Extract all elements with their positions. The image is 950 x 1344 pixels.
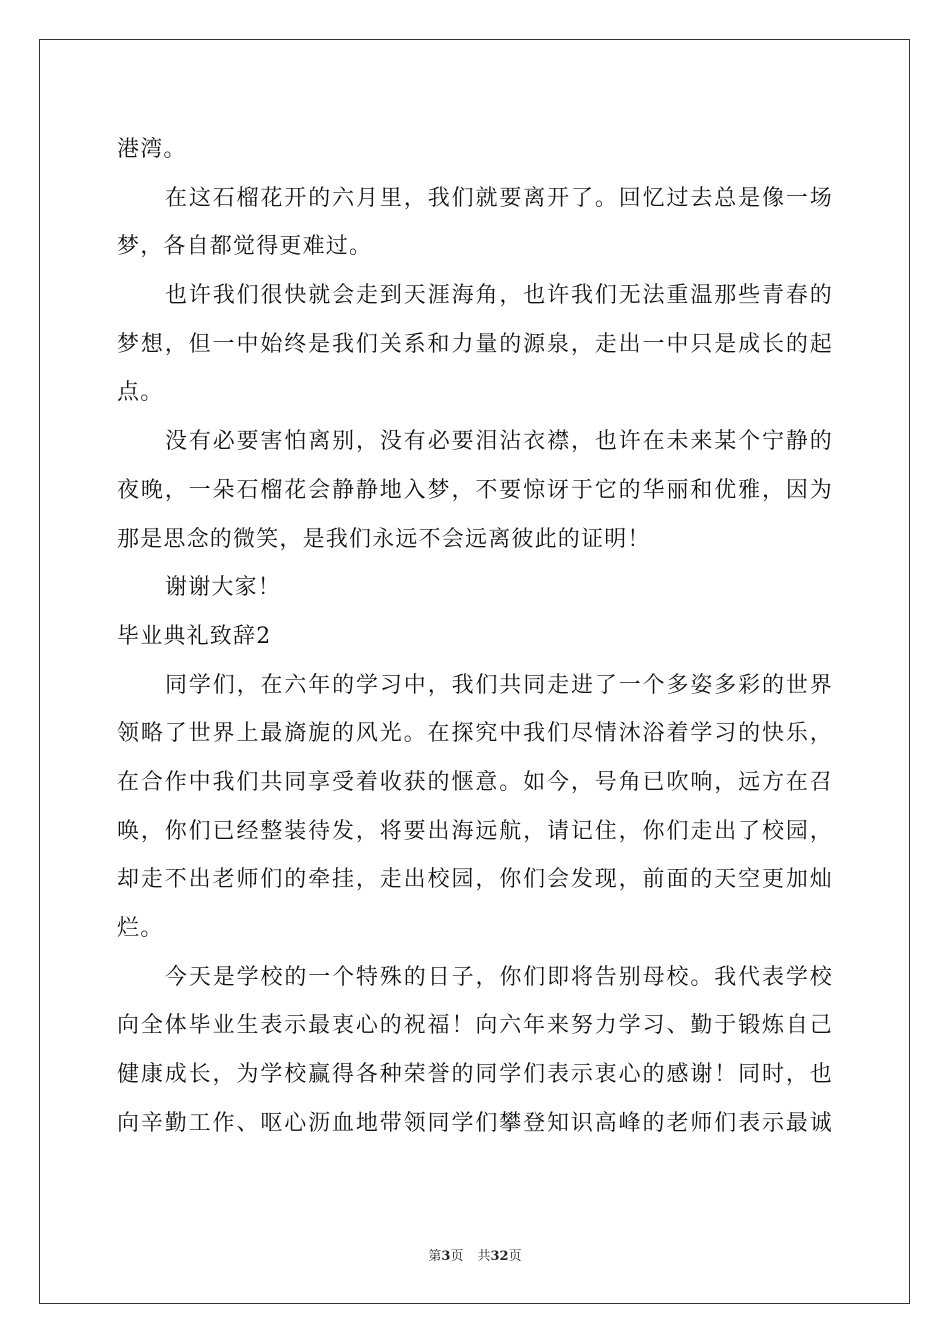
total-pages: 32 (490, 1249, 509, 1264)
document-body (117, 126, 833, 1148)
text-line: 谢谢大家！ (165, 575, 282, 601)
text-line: 夜晚，一朵石榴花会静静地入梦，不要惊讶于它的华丽和优雅，因为 (117, 477, 833, 503)
page-prefix: 第 (428, 1249, 442, 1264)
text-line: 领略了世界上最旖旎的风光。在探究中我们尽情沐浴着学习的快乐， (117, 721, 833, 747)
text-line: 同学们，在六年的学习中，我们共同走进了一个多姿多彩的世界 (165, 672, 833, 698)
text-line: 唤，你们已经整装待发，将要出海远航，请记住，你们走出了校园， (117, 818, 833, 844)
total-prefix: 共 (477, 1249, 491, 1264)
text-line: 梦，各自都觉得更难过。 (117, 234, 373, 260)
text-line: 烂。 (117, 916, 164, 941)
text-line: 点。 (117, 380, 164, 406)
text-line: 健康成长，为学校赢得各种荣誉的同学们表示衷心的感谢！同时，也 (117, 1062, 833, 1088)
text-line: 在合作中我们共同享受着收获的惬意。如今，号角已吹响，远方在召 (117, 769, 833, 795)
text-line: 梦想，但一中始终是我们关系和力量的源泉，走出一中只是成长的起 (117, 331, 833, 357)
total-suffix: 页 (508, 1249, 522, 1264)
text-line: 在这石榴花开的六月里，我们就要离开了。回忆过去总是像一场 (165, 185, 833, 211)
page-number: 3 (441, 1249, 451, 1264)
page-suffix: 页 (450, 1249, 464, 1264)
text-line: 向辛勤工作、呕心沥血地带领同学们攀登知识高峰的老师们表示最诚 (117, 1110, 833, 1136)
text-line: 今天是学校的一个特殊的日子，你们即将告别母校。我代表学校 (165, 964, 833, 990)
section-heading: 毕业典礼致辞2 (117, 623, 272, 649)
text-line: 没有必要害怕离别，没有必要泪沾衣襟，也许在未来某个宁静的 (165, 429, 833, 455)
page-footer (0, 1245, 950, 1264)
text-line: 那是思念的微笑，是我们永远不会远离彼此的证明！ (117, 526, 651, 552)
text-line: 向全体毕业生表示最衷心的祝福！向六年来努力学习、勤于锻炼自己 (117, 1013, 833, 1039)
text-line: 港湾。 (117, 137, 187, 162)
text-line: 也许我们很快就会走到天涯海角，也许我们无法重温那些青春的 (165, 283, 833, 309)
text-line: 却走不出老师们的牵挂，走出校园，你们会发现，前面的天空更加灿 (117, 867, 833, 893)
